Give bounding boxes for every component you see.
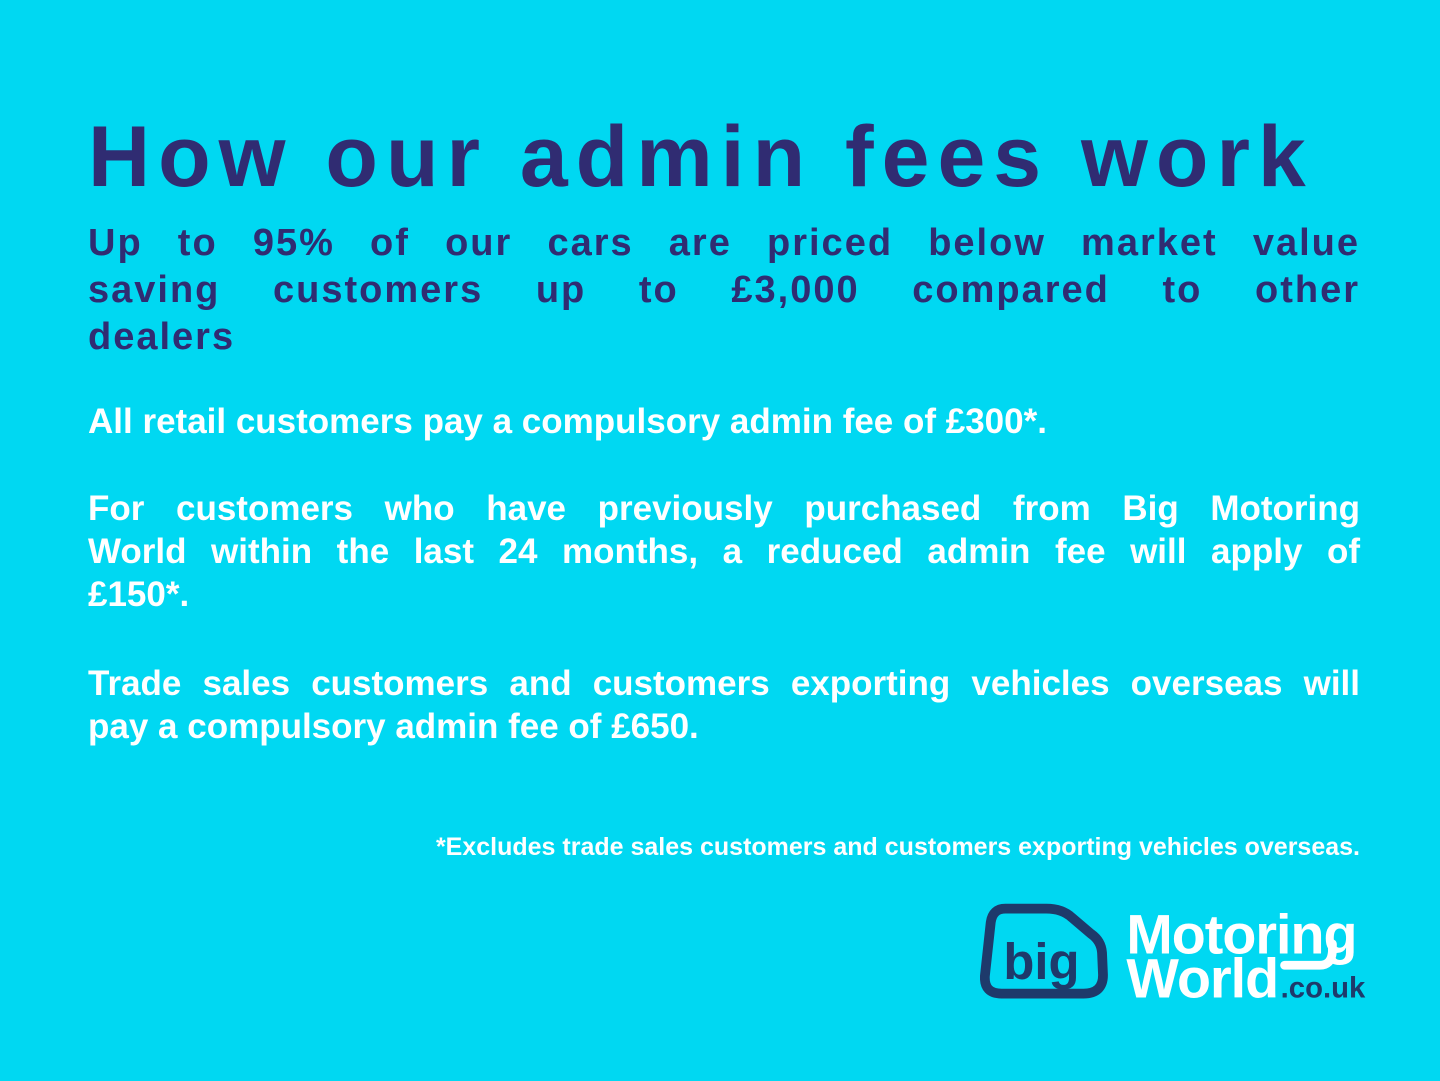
text-line: All retail customers pay a compulsory admin fee of £300*. bbox=[88, 402, 1047, 441]
logo-big-text: big bbox=[1003, 932, 1080, 990]
text-line: Trade sales customers and customers exporting vehicles overseas will bbox=[88, 664, 1360, 703]
text-line: World within the last 24 months, a reduced admin fee will apply of bbox=[88, 532, 1360, 571]
page-title: How our admin fees work bbox=[88, 109, 1314, 205]
text-line: dealers bbox=[88, 316, 236, 358]
text-line: For customers who have previously purchased from Big Motoring bbox=[88, 489, 1360, 528]
paragraph-returning-customer-fee bbox=[88, 487, 1360, 616]
subheading bbox=[88, 220, 1360, 361]
logo-motoring-text: Motoring bbox=[1126, 903, 1357, 966]
paragraph-retail-fee bbox=[88, 400, 1360, 443]
text-line: Up to 95% of our cars are priced below market value bbox=[88, 222, 1360, 264]
footnote: *Excludes trade sales customers and customers exporting vehicles overseas. bbox=[435, 833, 1360, 861]
logo-world-text: World bbox=[1126, 947, 1279, 1010]
logo-domain-text: .co.uk bbox=[1280, 971, 1366, 1005]
big-motoring-world-logo bbox=[980, 893, 1390, 1020]
text-line: pay a compulsory admin fee of £650. bbox=[88, 707, 699, 746]
paragraph-trade-export-fee bbox=[88, 662, 1360, 748]
text-line: saving customers up to £3,000 compared to other bbox=[88, 269, 1360, 311]
logo-graphic bbox=[980, 893, 1390, 1020]
text-line: £150*. bbox=[88, 575, 190, 614]
